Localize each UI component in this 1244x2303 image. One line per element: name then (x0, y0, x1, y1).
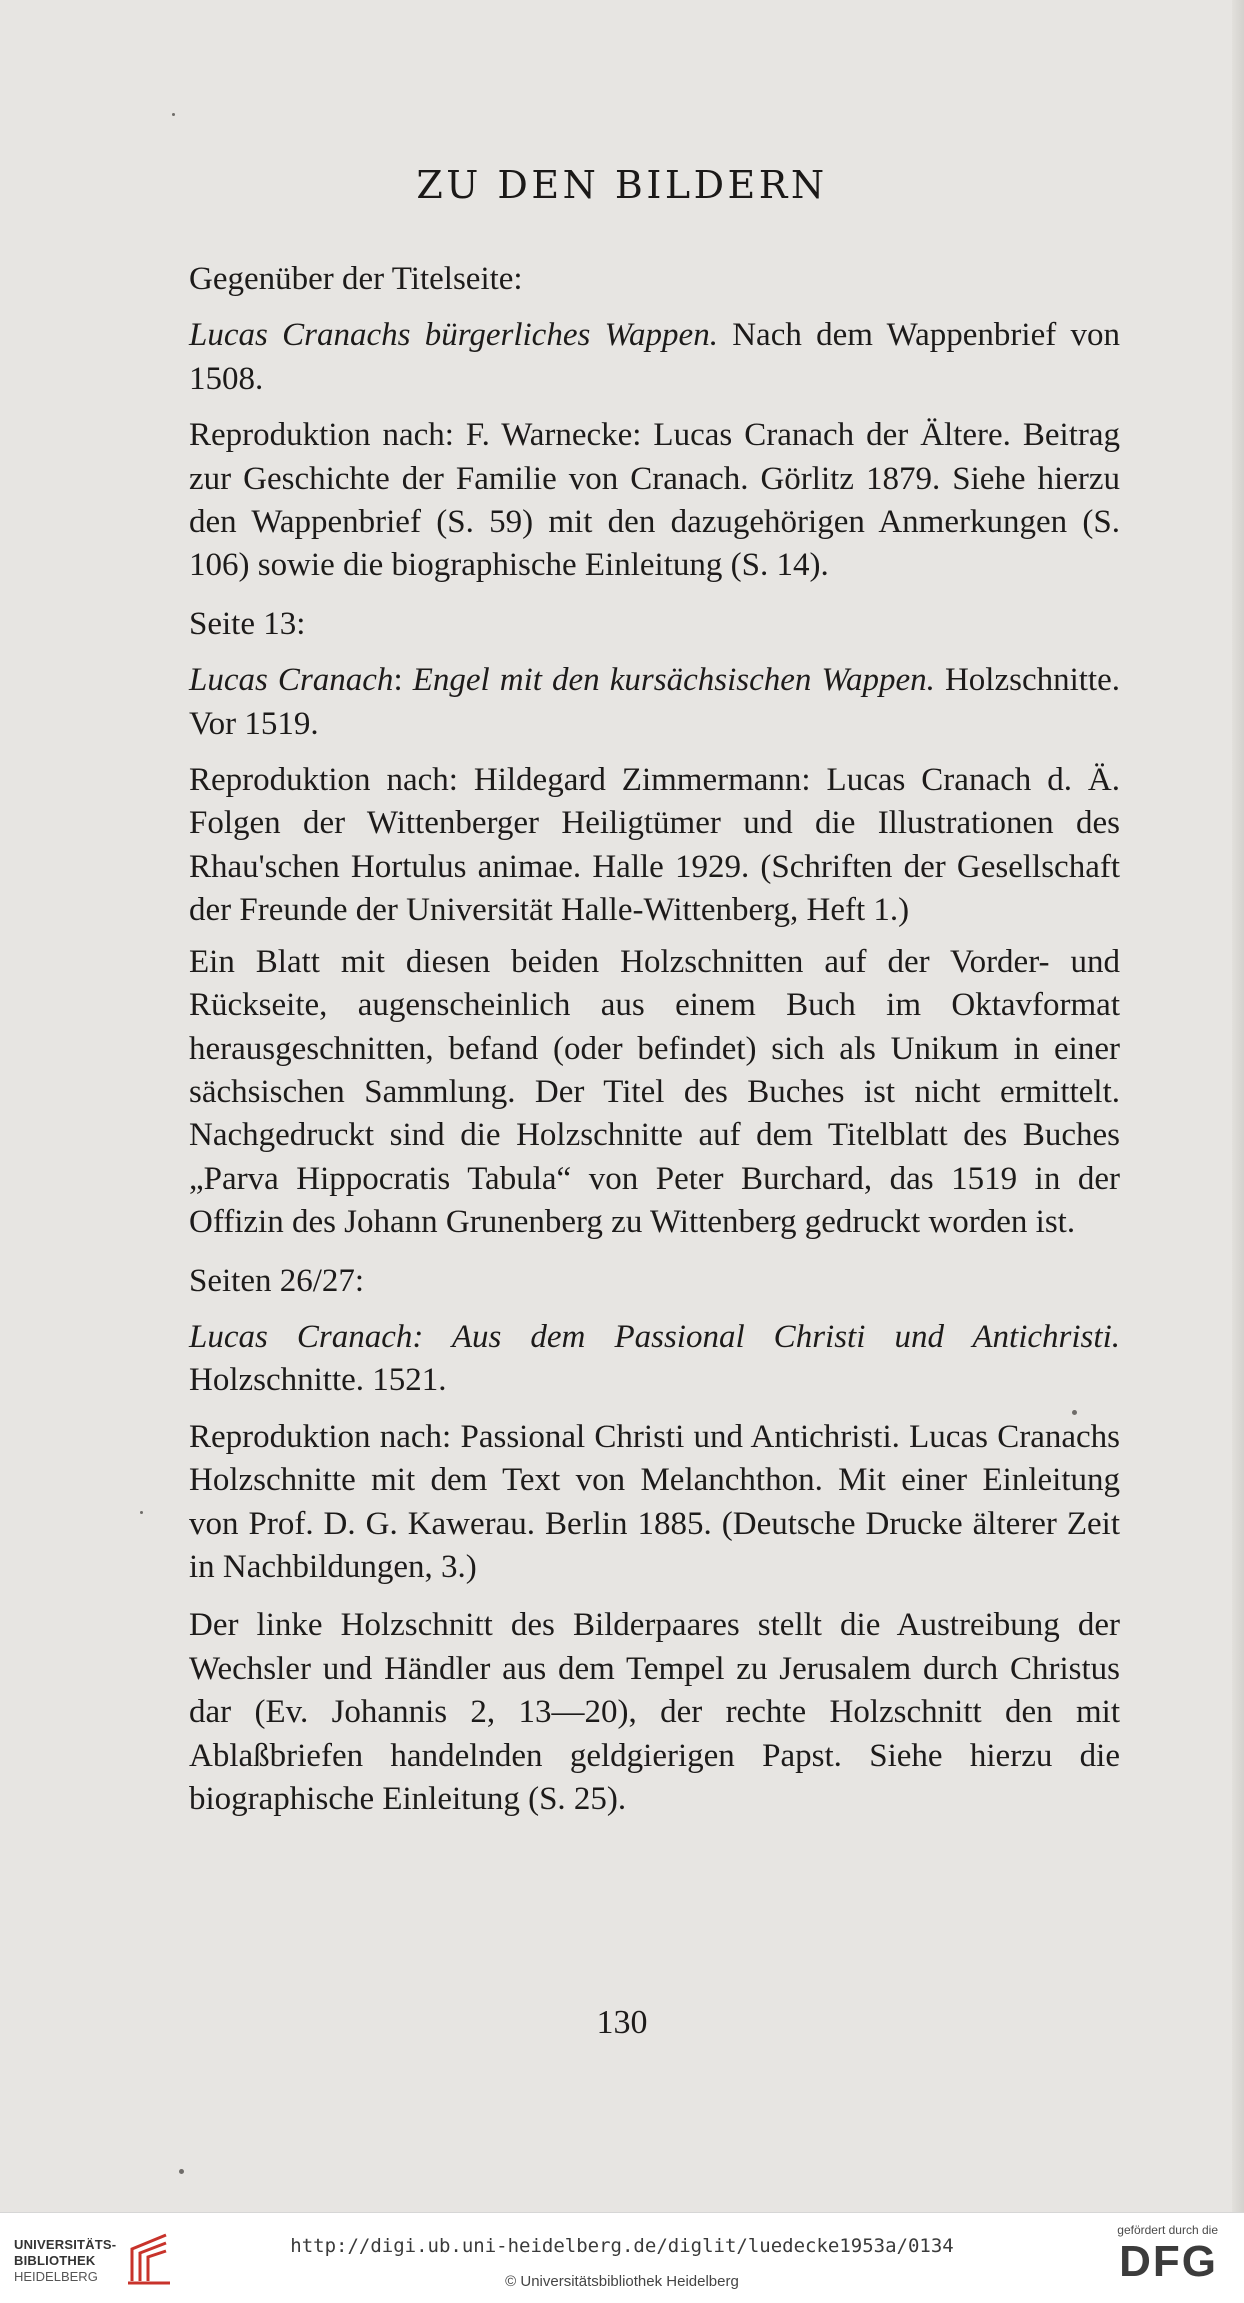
permalink-url[interactable]: http://digi.ub.uni-heidelberg.de/diglit/luedecke1953a/0134 (290, 2235, 954, 2257)
caption-passional (189, 1316, 1120, 1403)
page-edge (1232, 0, 1244, 2212)
reproduction-note-1: Reproduktion nach: F. Warnecke: Lucas Cranach der Ältere. Beitrag zur Geschichte der Familie von Cranach. Görlitz 1879. Siehe hierzu den Wappenbrief (S. 59) mit den dazugehörigen Anmerkungen (S. 106) sowie die biographische Einleitung (S. 14). (189, 417, 1120, 584)
library-name-line1: UNIVERSITÄTS- (14, 2237, 117, 2252)
footer-bar (0, 2212, 1244, 2303)
reproduction-note-3: Reproduktion nach: Passional Christi und Antichristi. Lucas Cranachs Holzschnitte mit dem Text von Melanchthon. Mit einer Einleitung von Prof. D. G. Kawerau. Berlin 1885. (Deutsche Drucke älterer Zeit in Nachbildungen, 3.) (189, 1418, 1120, 1585)
section-heading-page-13: Seite 13: (189, 605, 306, 642)
caption-colon: : (393, 662, 413, 699)
dust-speck (179, 2169, 184, 2174)
caption-italic: Lucas Cranach: Aus dem Passional Christi und Antichristi. (189, 1318, 1120, 1355)
caption-rest: Holzschnitte. 1521. (189, 1362, 447, 1399)
dust-speck (140, 1511, 143, 1514)
page-number: 130 (596, 2004, 648, 2041)
library-name-line2: BIBLIOTHEK (14, 2253, 96, 2268)
caption-coat-of-arms (189, 314, 1120, 401)
caption-italic: Lucas Cranachs bürgerliches Wappen. (189, 317, 718, 354)
caption-italic: Engel mit den kursächsischen Wappen. (412, 662, 935, 699)
section-heading-pages-26-27: Seiten 26/27: (189, 1262, 365, 1299)
reproduction-note-2: Reproduktion nach: Hildegard Zimmermann: Lucas Cranach d. Ä. Folgen der Wittenberger Heiligtümer und die Illustrationen des Rhau'schen Hortulus animae. Halle 1929. (Schriften der Gesellschaft der Freunde der Universität Halle-Wittenberg, Heft 1.) (189, 762, 1120, 929)
funder-note: gefördert durch die (1117, 2223, 1218, 2237)
library-name-line3: HEIDELBERG (14, 2269, 98, 2284)
caption-rest: Nach dem Wappenbrief von 1508. (189, 317, 1120, 397)
funder-name: DFG (1119, 2237, 1218, 2286)
dust-speck (172, 113, 175, 116)
dust-speck (1072, 1410, 1077, 1415)
section-heading-title-page: Gegenüber der Titelseite: (189, 261, 523, 297)
funder-logo[interactable] (1088, 2223, 1218, 2287)
caption-angels (189, 659, 1120, 746)
page-body (189, 258, 1120, 1821)
copyright-notice: © Universitätsbibliothek Heidelberg (505, 2273, 739, 2290)
explanatory-note-3: Der linke Holzschnitt des Bilderpaares stellt die Austreibung der Wechsler und Händler aus dem Tempel zu Jerusalem durch Christus dar (Ev. Johannis 2, 13—20), der rechte Holzschnitt den mit Ablaßbriefen handelnden geldgierigen Papst. Siehe hierzu die biographische Einleitung (S. 25). (189, 1607, 1120, 1817)
page-title: ZU DEN BILDERN (416, 163, 828, 207)
caption-rest: Holzschnitte. Vor 1519. (189, 662, 1120, 742)
explanatory-note-2: Ein Blatt mit diesen beiden Holzschnitten auf der Vorder- und Rückseite, augenscheinlich aus einem Buch im Oktavformat herausgeschnitten, befand (oder befindet) sich als Unikum in einer sächsischen Sammlung. Der Titel des Buches ist nicht ermittelt. Nachgedruckt sind die Holzschnitte auf dem Titelblatt des Buches „Parva Hippocratis Tabula“ von Peter Burchard, das 1519 in der Offizin des Johann Grunenberg zu Wittenberg gedruckt worden ist. (189, 943, 1120, 1241)
caption-italic: Lucas Cranach (189, 662, 394, 699)
